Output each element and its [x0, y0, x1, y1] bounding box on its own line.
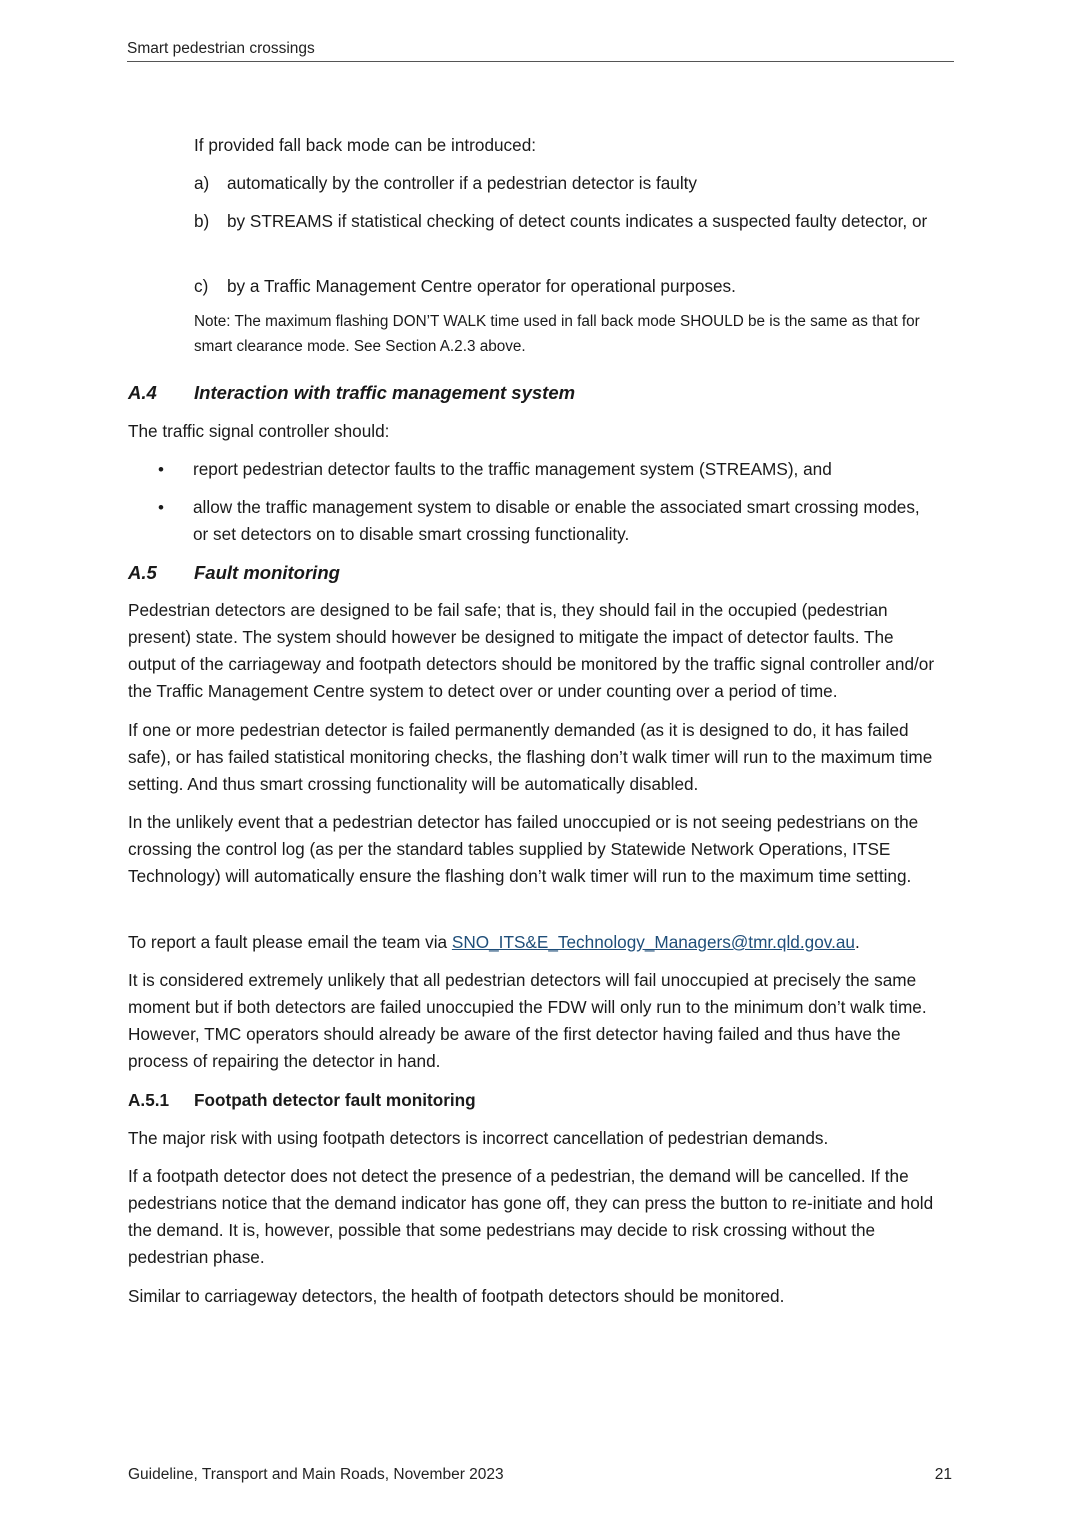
a4-intro: The traffic signal controller should: — [128, 421, 390, 441]
a51-paragraph-3: Similar to carriageway detectors, the health of footpath detectors should be monitored. — [128, 1286, 785, 1306]
section-title: Fault monitoring — [194, 562, 340, 583]
a5-report-fault — [128, 929, 940, 956]
bullet-text: allow the traffic management system to disable or enable the associated smart crossing modes, or set detectors on to disable smart crossing functionality. — [193, 497, 920, 544]
page-footer — [128, 1466, 952, 1484]
a5-paragraph-3: In the unlikely event that a pedestrian detector has failed unoccupied or is not seeing pedestrians on the crossing the control log (as per the standard tables supplied by Statewide Network Operations, ITSE Technology) will automatically ensure the flashing don’t walk timer will run to the maximum time setting. — [128, 812, 919, 886]
email-link[interactable]: SNO_ITS&E_Technology_Managers@tmr.qld.gov.au — [451, 932, 855, 952]
a5-closing: It is considered extremely unlikely that all pedestrian detectors will fail unoccupied at precisely the same moment but if both detectors are failed unoccupied the FDW will only run to the minimum don’t walk time. However, TMC operators should already be aware of the first detector having failed and thus have the process of repairing the detector in hand. — [128, 970, 927, 1071]
section-number: A.4 — [128, 382, 157, 403]
a5-paragraph-1: Pedestrian detectors are designed to be fail safe; that is, they should fail in the occupied (pedestrian present) state. The system should however be designed to mitigate the impact of detector faults. The output of the carriageway and footpath detectors should be monitored by the traffic signal controller and/or the Traffic Management Centre system to detect over or under counting over a period of time. — [128, 600, 935, 701]
a51-paragraph-2: If a footpath detector does not detect the presence of a pedestrian, the demand will be cancelled. If the pedestrians notice that the demand indicator has gone off, they can press the button to re-initiate and hold the demand. It is, however, possible that some pedestrians may decide to risk crossing without the pedestrian phase. — [128, 1166, 934, 1267]
list-text: by a Traffic Management Centre operator for operational purposes. — [227, 276, 736, 296]
fallback-note: Note: The maximum flashing DON’T WALK time used in fall back mode SHOULD be is the same as that for smart clearance mode. See Section A.2.3 above. — [194, 313, 920, 355]
list-marker: c) — [194, 276, 209, 296]
report-suffix: . — [854, 932, 860, 952]
bullet-text: report pedestrian detector faults to the traffic management system (STREAMS), and — [193, 459, 832, 479]
section-number: A.5 — [128, 562, 157, 583]
fallback-intro: If provided fall back mode can be introduced: — [194, 135, 537, 155]
section-heading-a5 — [128, 559, 340, 586]
report-prefix: To report a fault please email the team via — [128, 932, 452, 952]
list-marker: b) — [194, 211, 210, 231]
bullet-icon: • — [158, 460, 164, 479]
list-text: automatically by the controller if a pedestrian detector is faulty — [227, 173, 698, 193]
section-heading-a51 — [128, 1087, 476, 1114]
page-number: 21 — [934, 1466, 952, 1483]
section-title: Interaction with traffic management system — [194, 382, 576, 403]
a5-paragraph-2: If one or more pedestrian detector is failed permanently demanded (as it is designed to do, it has failed safe), or has failed statistical monitoring checks, the flashing don’t walk timer will run to the maximum time setting. And thus smart crossing functionality will be automatically disabled. — [128, 720, 933, 794]
section-heading-a4 — [128, 379, 575, 406]
list-text: by STREAMS if statistical checking of detect counts indicates a suspected faulty detector, or — [227, 211, 928, 231]
section-number: A.5.1 — [128, 1090, 170, 1110]
bullet-icon: • — [158, 498, 164, 517]
footer-text: Guideline, Transport and Main Roads, November 2023 — [128, 1466, 504, 1483]
list-marker: a) — [194, 173, 210, 193]
a51-paragraph-1: The major risk with using footpath detectors is incorrect cancellation of pedestrian demands. — [128, 1128, 829, 1148]
running-header: Smart pedestrian crossings — [127, 40, 954, 62]
section-title: Footpath detector fault monitoring — [194, 1090, 476, 1110]
